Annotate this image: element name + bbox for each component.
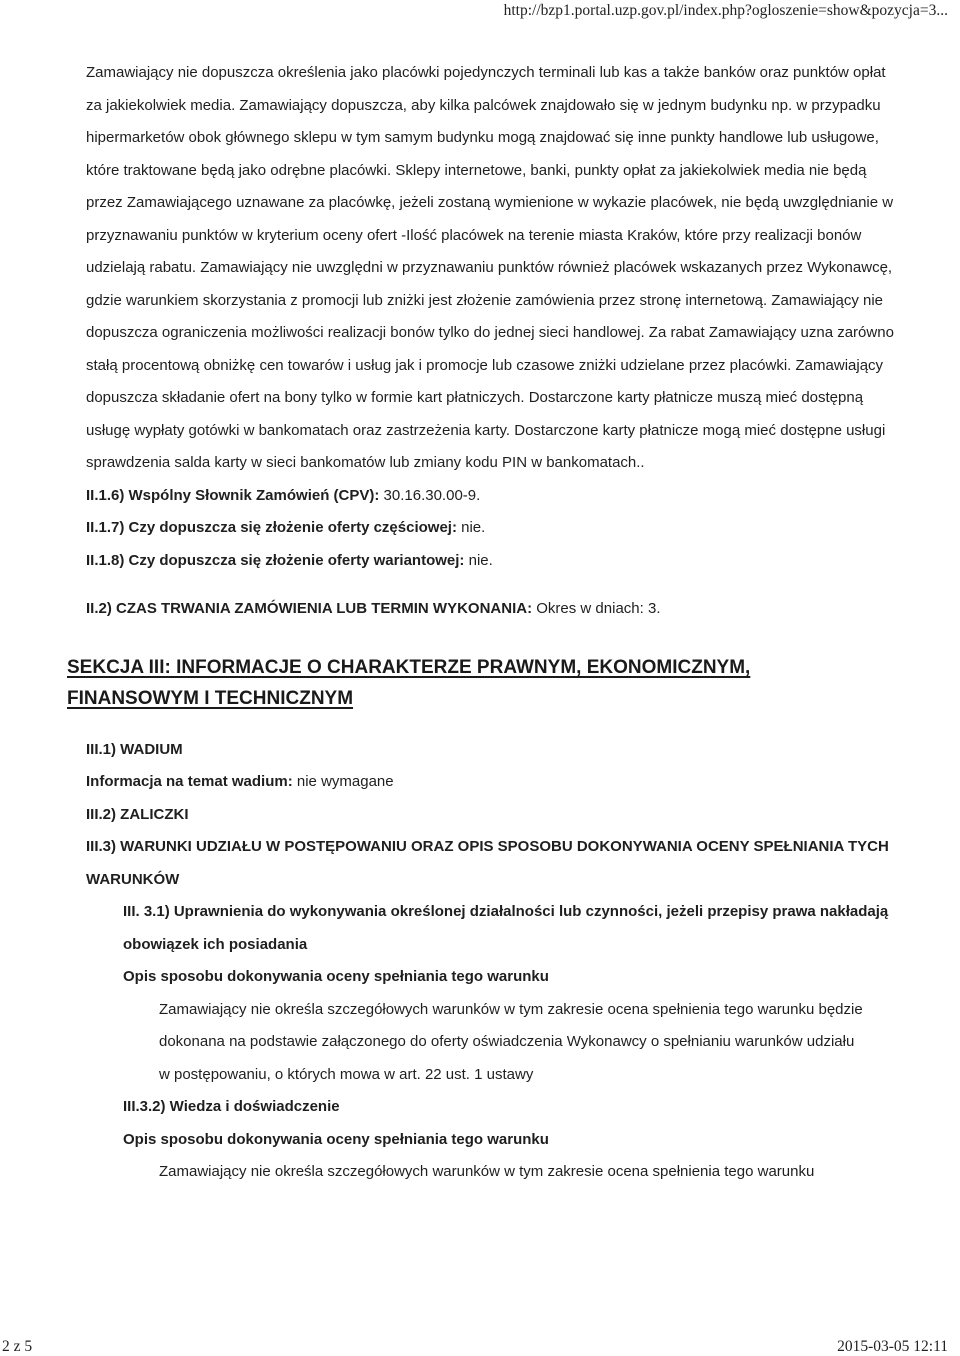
variant-offer-value: nie. <box>464 551 493 569</box>
conditions-title: III.3) WARUNKI UDZIAŁU W POSTĘPOWANIU ORAZ OPIS SPOSOBU DOKONYWANIA OCENY SPEŁNIANIA TYCH WARUNKÓW <box>86 838 889 888</box>
print-footer-datetime: 2015-03-05 12:11 <box>837 1338 948 1355</box>
wadium-info-value: nie wymagane <box>292 773 394 790</box>
qualifications-desc-text: Zamawiający nie określa szczegółowych warunków w tym zakresie ocena spełnienia tego warunku będzie dokonana na podstawie załączonego do oferty oświadczenia Wykonawcy o spełnianiu warunków udziału w postępowaniu, o których mowa w art. 22 ust. 1 ustawy <box>159 1000 863 1083</box>
cpv-line <box>86 480 902 513</box>
cpv-label: II.1.6) Wspólny Słownik Zamówień (CPV): <box>86 486 380 504</box>
wadium-info-label: Informacja na temat wadium: <box>86 773 293 790</box>
variant-offer-line <box>86 545 902 578</box>
zaliczki-title: III.2) ZALICZKI <box>86 805 189 823</box>
partial-offer-line <box>86 512 902 545</box>
print-footer-page: 2 z 5 <box>2 1338 33 1355</box>
experience-title: III.3.2) Wiedza i doświadczenie <box>123 1098 340 1115</box>
variant-offer-label: II.1.8) Czy dopuszcza się złożenie oferty wariantowej: <box>86 551 465 569</box>
wadium-title: III.1) WADIUM <box>86 740 183 758</box>
duration-value: Okres w dniach: 3. <box>532 600 661 617</box>
partial-offer-label: II.1.7) Czy dopuszcza się złożenie oferty częściowej: <box>86 519 457 536</box>
qualifications-desc-label: Opis sposobu dokonywania oceny spełniania tego warunku <box>123 968 549 985</box>
experience-desc-label: Opis sposobu dokonywania oceny spełniania tego warunku <box>123 1130 549 1148</box>
experience-desc-text: Zamawiający nie określa szczegółowych warunków w tym zakresie ocena spełnienia tego warunku <box>159 1163 815 1180</box>
qualifications-title: III. 3.1) Uprawnienia do wykonywania określonej działalności lub czynności, jeżeli przepisy prawa nakładają obowiązek ich posiadania <box>123 903 889 953</box>
duration-line <box>86 593 902 626</box>
intro-paragraph: Zamawiający nie dopuszcza określenia jako placówki pojedynczych terminali lub kas a także banków oraz punktów opłat za jakiekolwiek media. Zamawiający dopuszcza, aby kilka palcówek znajdowało się w jednym budynku np. w przypadku hipermarketów obok głównego sklepu w tym samym budynku mogą znajdować się inne punkty handlowe lub usługowe, które traktowane będą jako odrębne placówki. Sklepy internetowe, banki, punkty opłat za jakiekolwiek media nie będą przez Zamawiającego uznawane za placówkę, jeżeli zostaną wymienione w wykazie placówek, nie będą uwzględnianie w przyznawaniu punktów w kryterium oceny ofert -Ilość placówek na terenie miasta Kraków, które przy realizacji bonów udzielają rabatu. Zamawiający nie uwzględni w przyznawaniu punktów również placówek wskazanych przez Wykonawcę, gdzie warunkiem skorzystania z promocji lub zniżki jest złożenie zamówienia przez stronę internetową. Zamawiający nie dopuszcza ograniczenia możliwości realizacji bonów tylko do jednej sieci handlowej. Za rabat Zamawiający uzna zarówno stałą procentową obniżkę cen towarów i usług jak i promocje lub czasowe zniżki udzielane przez placówki. Zamawiający dopuszcza składanie ofert na bony tylko w formie kart płatniczych. Dostarczone karty płatnicze muszą mieć dostępną usługę wypłaty gotówki w bankomatach oraz zastrzeżenia karty. Dostarczone karty płatnicze mogą mieć dostępne usługi sprawdzenia salda karty w sieci bankomatów lub zmiany kodu PIN w bankomatach.. <box>86 64 894 471</box>
section-3-heading: SEKCJA III: INFORMACJE O CHARAKTERZE PRAWNYM, EKONOMICZNYM, FINANSOWYM I TECHNICZNYM <box>67 656 751 709</box>
document-body <box>67 57 902 1189</box>
duration-label: II.2) CZAS TRWANIA ZAMÓWIENIA LUB TERMIN WYKONANIA: <box>86 600 533 617</box>
cpv-value: 30.16.30.00-9. <box>379 486 481 504</box>
print-header-url: http://bzp1.portal.uzp.gov.pl/index.php?ogloszenie=show&pozycja=3... <box>503 2 948 19</box>
wadium-info-line <box>86 766 902 799</box>
partial-offer-value: nie. <box>456 519 486 536</box>
